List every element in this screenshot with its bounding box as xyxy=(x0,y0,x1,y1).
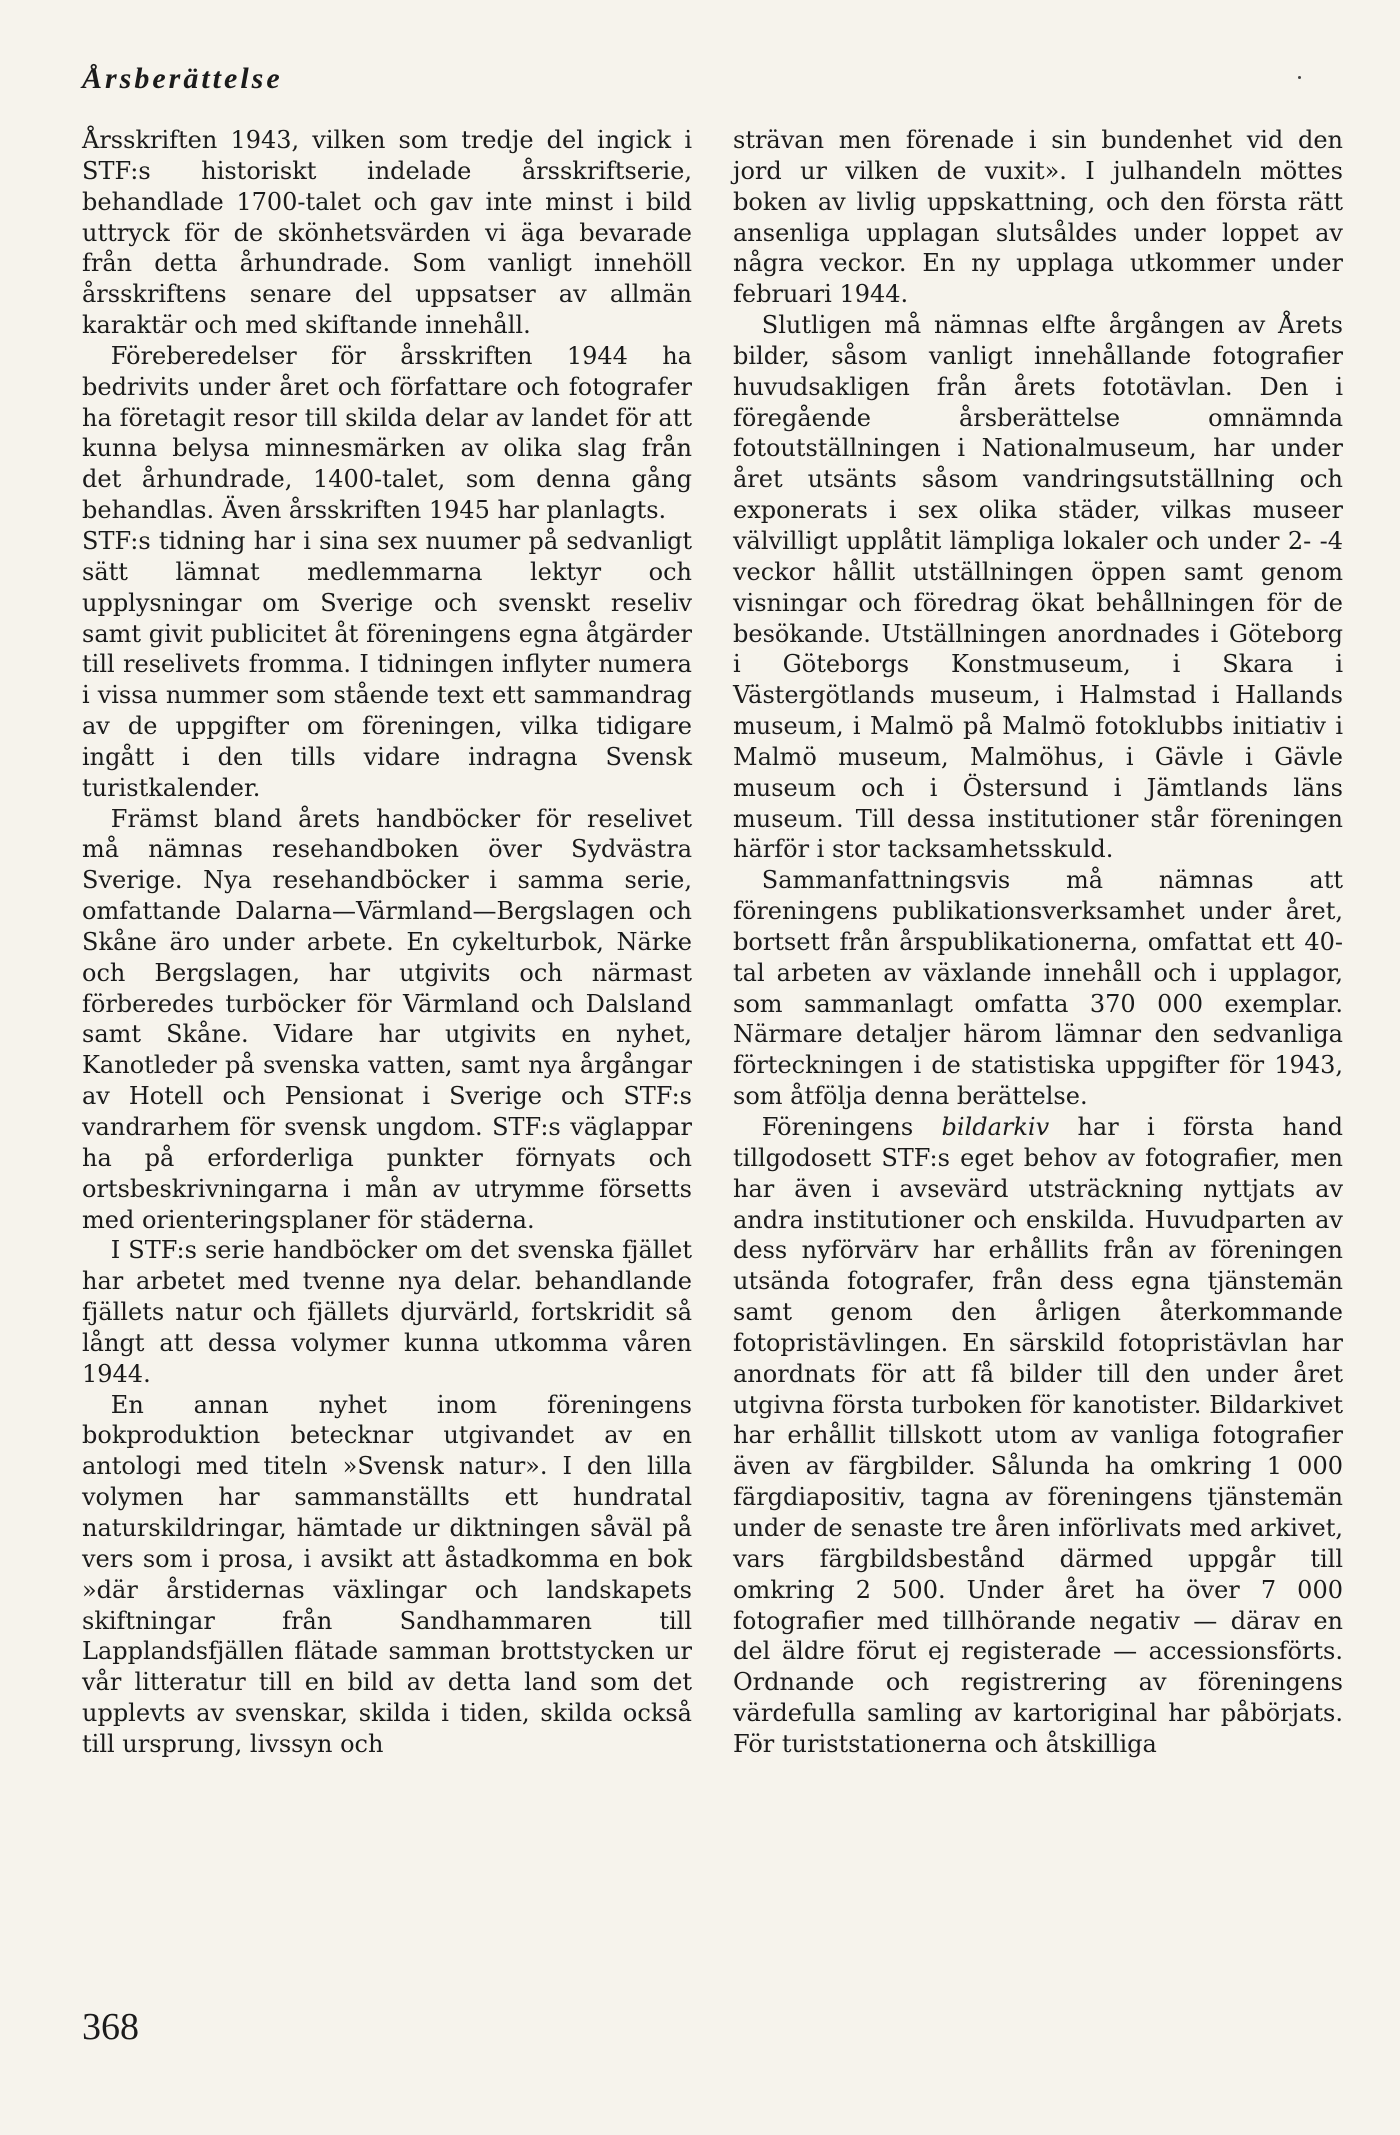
paragraph: STF:s tidning har i sina sex nuumer på sedvanligt sätt lämnat medlemmarna lektyr och upplysningar om Sverige och svenskt reseliv samt givit publicitet åt föreningens egna åtgärder till reselivets fromma. I tidningen inflyter numera i vissa nummer som stående text ett sammandrag av de uppgifter om föreningen, vilka tidigare ingått i den tills vidare indragna Svensk turistkalender. xyxy=(82,526,692,802)
paragraph: Främst bland årets handböcker för reselivet må nämnas resehandboken över Sydvästra Sverige. Nya resehandböcker i samma serie, omfattande Dalarna—Värmland—Bergslagen och Skåne äro under arbete. En cykelturbok, Närke och Bergslagen, har utgivits och närmast förberedes turböcker för Värmland och Dalsland samt Skåne. Vidare har utgivits en nyhet, Kanotleder på svenska vatten, samt nya årgångar av Hotell och Pensionat i Sverige och STF:s vandrarhem för svensk ungdom. STF:s väglappar ha på erforderliga punkter förnyats och ortsbeskrivningarna i mån av utrymme försetts med orienteringsplaner för städerna. xyxy=(82,804,692,1234)
paragraph-text: har i första hand tillgodosett STF:s eget behov av fotografier, men har även i avsevärd utsträckning nyttjats av andra institutioner och enskilda. Huvudparten av dess nyförvärv har erhållits från av föreningen utsända fotografer, från dess egna tjänstemän samt genom den årligen återkommande fotopristävlingen. En särskild fotopristävlan har anordnats för att få bilder till den under året utgivna första turboken för kanotister. Bildarkivet har erhållit tillskott utom av vanliga fotografier även av färgbilder. Sålunda ha omkring 1 000 färgdiapositiv, tagna av föreningens tjänstemän under de senaste tre åren införlivats med arkivet, vars färgbildsbestånd därmed uppgår till omkring 2 500. Under året ha över 7 000 fotografier med tillhörande negativ — därav en del äldre förut ej registerade — accessionsförts. Ordnande och registrering av föreningens värdefulla samling av kartoriginal har påbörjats. För turiststationerna och åtskilliga xyxy=(733,1113,1343,1758)
paragraph: En annan nyhet inom föreningens bokproduktion betecknar utgivandet av en antologi med titeln »Svensk natur». I den lilla volymen har sammanställts ett hundratal naturskildringar, hämtade ur diktningen såväl på vers som i prosa, i avsikt att åstadkomma en bok »där årstidernas växlingar och landskapets skiftningar från Sandhammaren till Lapplandsfjällen flätade samman brottstycken ur vår litteratur till en bild av detta land som det upplevts av svenskar, skilda i tiden, skilda också till ursprung, livssyn och xyxy=(82,1390,692,1758)
right-column xyxy=(733,125,1343,1760)
paragraph: Sammanfattningsvis må nämnas att föreningens publikationsverksamhet under året, bortsett från årspublikationerna, omfattat ett 40-tal arbeten av växlande innehåll och i upplagor, som sammanlagt omfatta 370 000 exemplar. Närmare detaljer härom lämnar den sedvanliga förteckningen i de statistiska uppgifter för 1943, som åtfölja denna berättelse. xyxy=(733,866,1343,1111)
running-header: Årsberättelse xyxy=(82,62,283,95)
emphasized-term: bildarkiv xyxy=(941,1113,1050,1141)
paragraph: Slutligen må nämnas elfte årgången av Årets bilder, såsom vanligt innehållande fotografier huvudsakligen från årets fototävlan. Den i föregående årsberättelse omnämnda fotoutställningen i Nationalmuseum, har under året utsänts såsom vandringsutställning och exponerats i sex olika städer, vilkas museer välvilligt upplåtit lämpliga lokaler och under 2- -4 veckor hållit utställningen öppen samt genom visningar och föredrag ökat behållningen för de besökande. Utställningen anordnades i Göteborg i Göteborgs Konstmuseum, i Skara i Västergötlands museum, i Halmstad i Hallands museum, i Malmö på Malmö fotoklubbs initiativ i Malmö museum, Malmöhus, i Gävle i Gävle museum och i Östersund i Jämtlands läns museum. Till dessa institutioner står föreningen härför i stor tacksamhetsskuld. xyxy=(733,311,1343,864)
left-column xyxy=(82,125,692,1760)
paragraph-text: Föreningens xyxy=(761,1113,942,1141)
paragraph: I STF:s serie handböcker om det svenska fjället har arbetet med tvenne nya delar. behandlande fjällets natur och fjällets djurvärld, fortskridit så långt att dessa volymer kunna utkomma våren 1944. xyxy=(82,1236,692,1388)
paragraph-bildarkiv xyxy=(733,1112,1343,1760)
paragraph: Årsskriften 1943, vilken som tredje del ingick i STF:s historiskt indelade årsskriftserie, behandlade 1700-talet och gav inte minst i bild uttryck för de skönhetsvärden vi äga bevarade från detta århundrade. Som vanligt innehöll årsskriftens senare del uppsatser av allmän karaktär och med skiftande innehåll. xyxy=(82,126,692,340)
page-number: 368 xyxy=(82,2006,139,2048)
paragraph: strävan men förenade i sin bundenhet vid den jord ur vilken de vuxit». I julhandeln möttes boken av livlig uppskattning, och den första rätt ansenliga upplagan slutsåldes under loppet av några veckor. En ny upplaga utkommer under februari 1944. xyxy=(733,126,1343,309)
paragraph: Föreberedelser för årsskriften 1944 ha bedrivits under året och författare och fotografer ha företagit resor till skilda delar av landet för att kunna belysa minnesmärken av olika slag från det århundrade, 1400-talet, som denna gång behandlas. Även årsskriften 1945 har planlagts. xyxy=(82,341,692,525)
speck-decoration xyxy=(1298,76,1301,79)
